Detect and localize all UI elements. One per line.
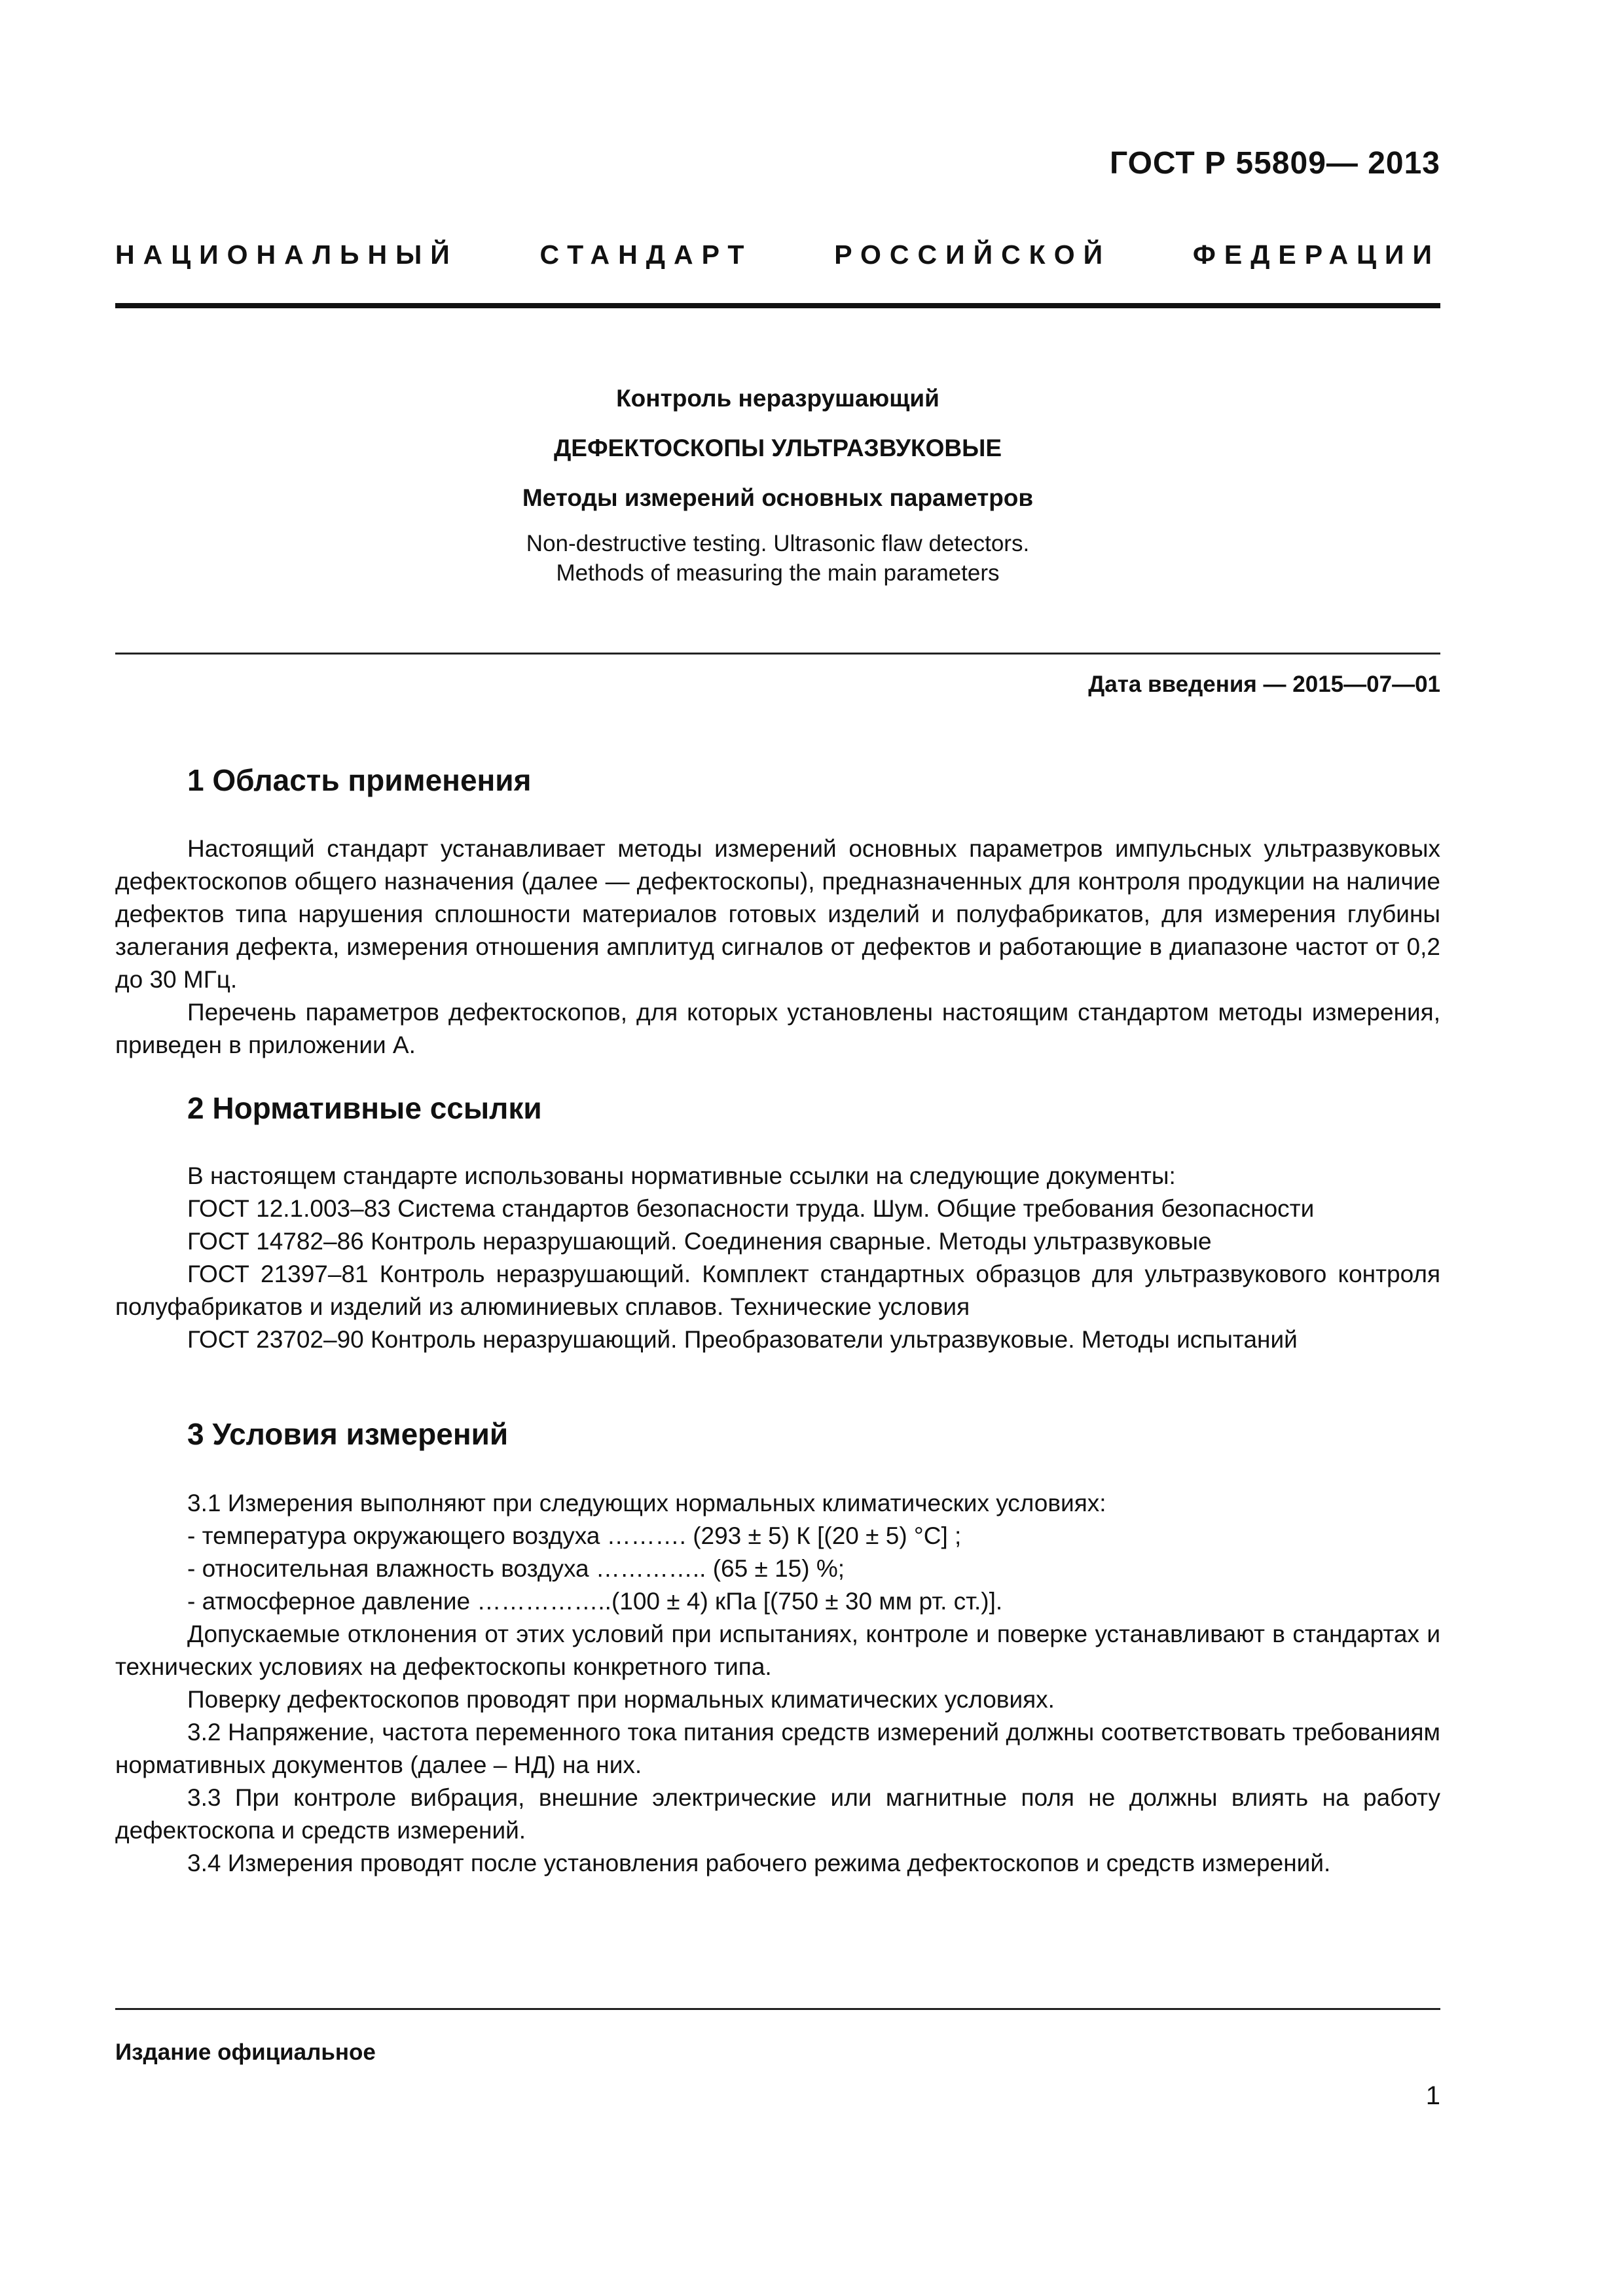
deviation-paragraph: Допускаемые отклонения от этих условий при испытаниях, контроле и поверке устанавливают в стандартах и технических условиях на дефектоскопы конкретного типа.: [115, 1621, 1440, 1680]
section-1-paragraph-2: Перечень параметров дефектоскопов, для которых установлены настоящим стандартом методы измерения, приведен в приложении А.: [115, 999, 1440, 1058]
condition-temperature: - температура окружающего воздуха ………. (293 ± 5) К [(20 ± 5) °С] ;: [187, 1522, 962, 1549]
section-3-body: [115, 1487, 1440, 1880]
title-line-1: Контроль неразрушающий: [616, 385, 939, 412]
date-of-introduction: Дата введения — 2015—07—01: [1088, 672, 1440, 697]
english-title-line-1: Non-destructive testing. Ultrasonic flaw detectors.: [526, 531, 1030, 556]
clause-3-4: 3.4 Измерения проводят после установления рабочего режима дефектоскопов и средств измерений.: [187, 1850, 1331, 1876]
official-edition-label: Издание официальное: [115, 2039, 376, 2065]
title-divider: [115, 653, 1440, 655]
reference-item: ГОСТ 12.1.003–83 Система стандартов безопасности труда. Шум. Общие требования безопасности: [187, 1195, 1315, 1222]
section-2-body: [115, 1160, 1440, 1356]
condition-humidity: - относительная влажность воздуха ………….. (65 ± 15) %;: [187, 1555, 845, 1582]
clause-3-1: 3.1 Измерения выполняют при следующих нормальных климатических условиях:: [187, 1490, 1106, 1516]
title-line-3: Методы измерений основных параметров: [522, 484, 1034, 511]
reference-item: ГОСТ 23702–90 Контроль неразрушающий. Преобразователи ультразвуковые. Методы испытаний: [187, 1326, 1298, 1353]
section-2-intro: В настоящем стандарте использованы нормативные ссылки на следующие документы:: [187, 1162, 1176, 1189]
section-1-body: [115, 833, 1440, 1062]
verification-paragraph: Поверку дефектоскопов проводят при нормальных климатических условиях.: [187, 1686, 1055, 1713]
section-2-heading: 2 Нормативные ссылки: [187, 1091, 542, 1125]
title-line-2: ДЕФЕКТОСКОПЫ УЛЬТРАЗВУКОВЫЕ: [553, 435, 1002, 461]
condition-pressure: - атмосферное давление ……………..(100 ± 4) кПа [(750 ± 30 мм рт. ст.)].: [187, 1588, 1003, 1615]
english-title: [115, 529, 1440, 588]
header-divider: [115, 303, 1440, 308]
document-code: ГОСТ Р 55809— 2013: [1110, 146, 1440, 181]
reference-item: ГОСТ 14782–86 Контроль неразрушающий. Соединения сварные. Методы ультразвуковые: [187, 1228, 1212, 1255]
clause-3-2: 3.2 Напряжение, частота переменного тока питания средств измерений должны соответствовать требованиям нормативных документов (далее – НД) на них.: [115, 1719, 1440, 1778]
section-3-heading: 3 Условия измерений: [187, 1417, 509, 1451]
section-1-heading: 1 Область применения: [187, 763, 532, 797]
reference-item: ГОСТ 21397–81 Контроль неразрушающий. Комплект стандартных образцов для ультразвукового контроля полуфабрикатов и изделий из алюминиевых сплавов. Технические условия: [115, 1261, 1440, 1320]
clause-3-3: 3.3 При контроле вибрация, внешние электрические или магнитные поля не должны влиять на работу дефектоскопа и средств измерений.: [115, 1784, 1440, 1844]
national-standard-banner: НАЦИОНАЛЬНЫЙ СТАНДАРТ РОССИЙСКОЙ ФЕДЕРАЦИИ: [115, 240, 1440, 270]
english-title-line-2: Methods of measuring the main parameters: [556, 560, 1000, 586]
footer-divider: [115, 2008, 1440, 2010]
section-1-paragraph-1: Настоящий стандарт устанавливает методы измерений основных параметров импульсных ультразвуковых дефектоскопов общего назначения (далее — дефектоскопы), предназначенных для контроля продукции на наличие дефектов типа нарушения сплошности материалов готовых изделий и полуфабрикатов, для измерения глубины залегания дефекта, измерения отношения амплитуд сигналов от дефектов и работающие в диапазоне частот от 0,2 до 30 МГц.: [115, 835, 1440, 993]
page-number: 1: [1425, 2081, 1440, 2110]
